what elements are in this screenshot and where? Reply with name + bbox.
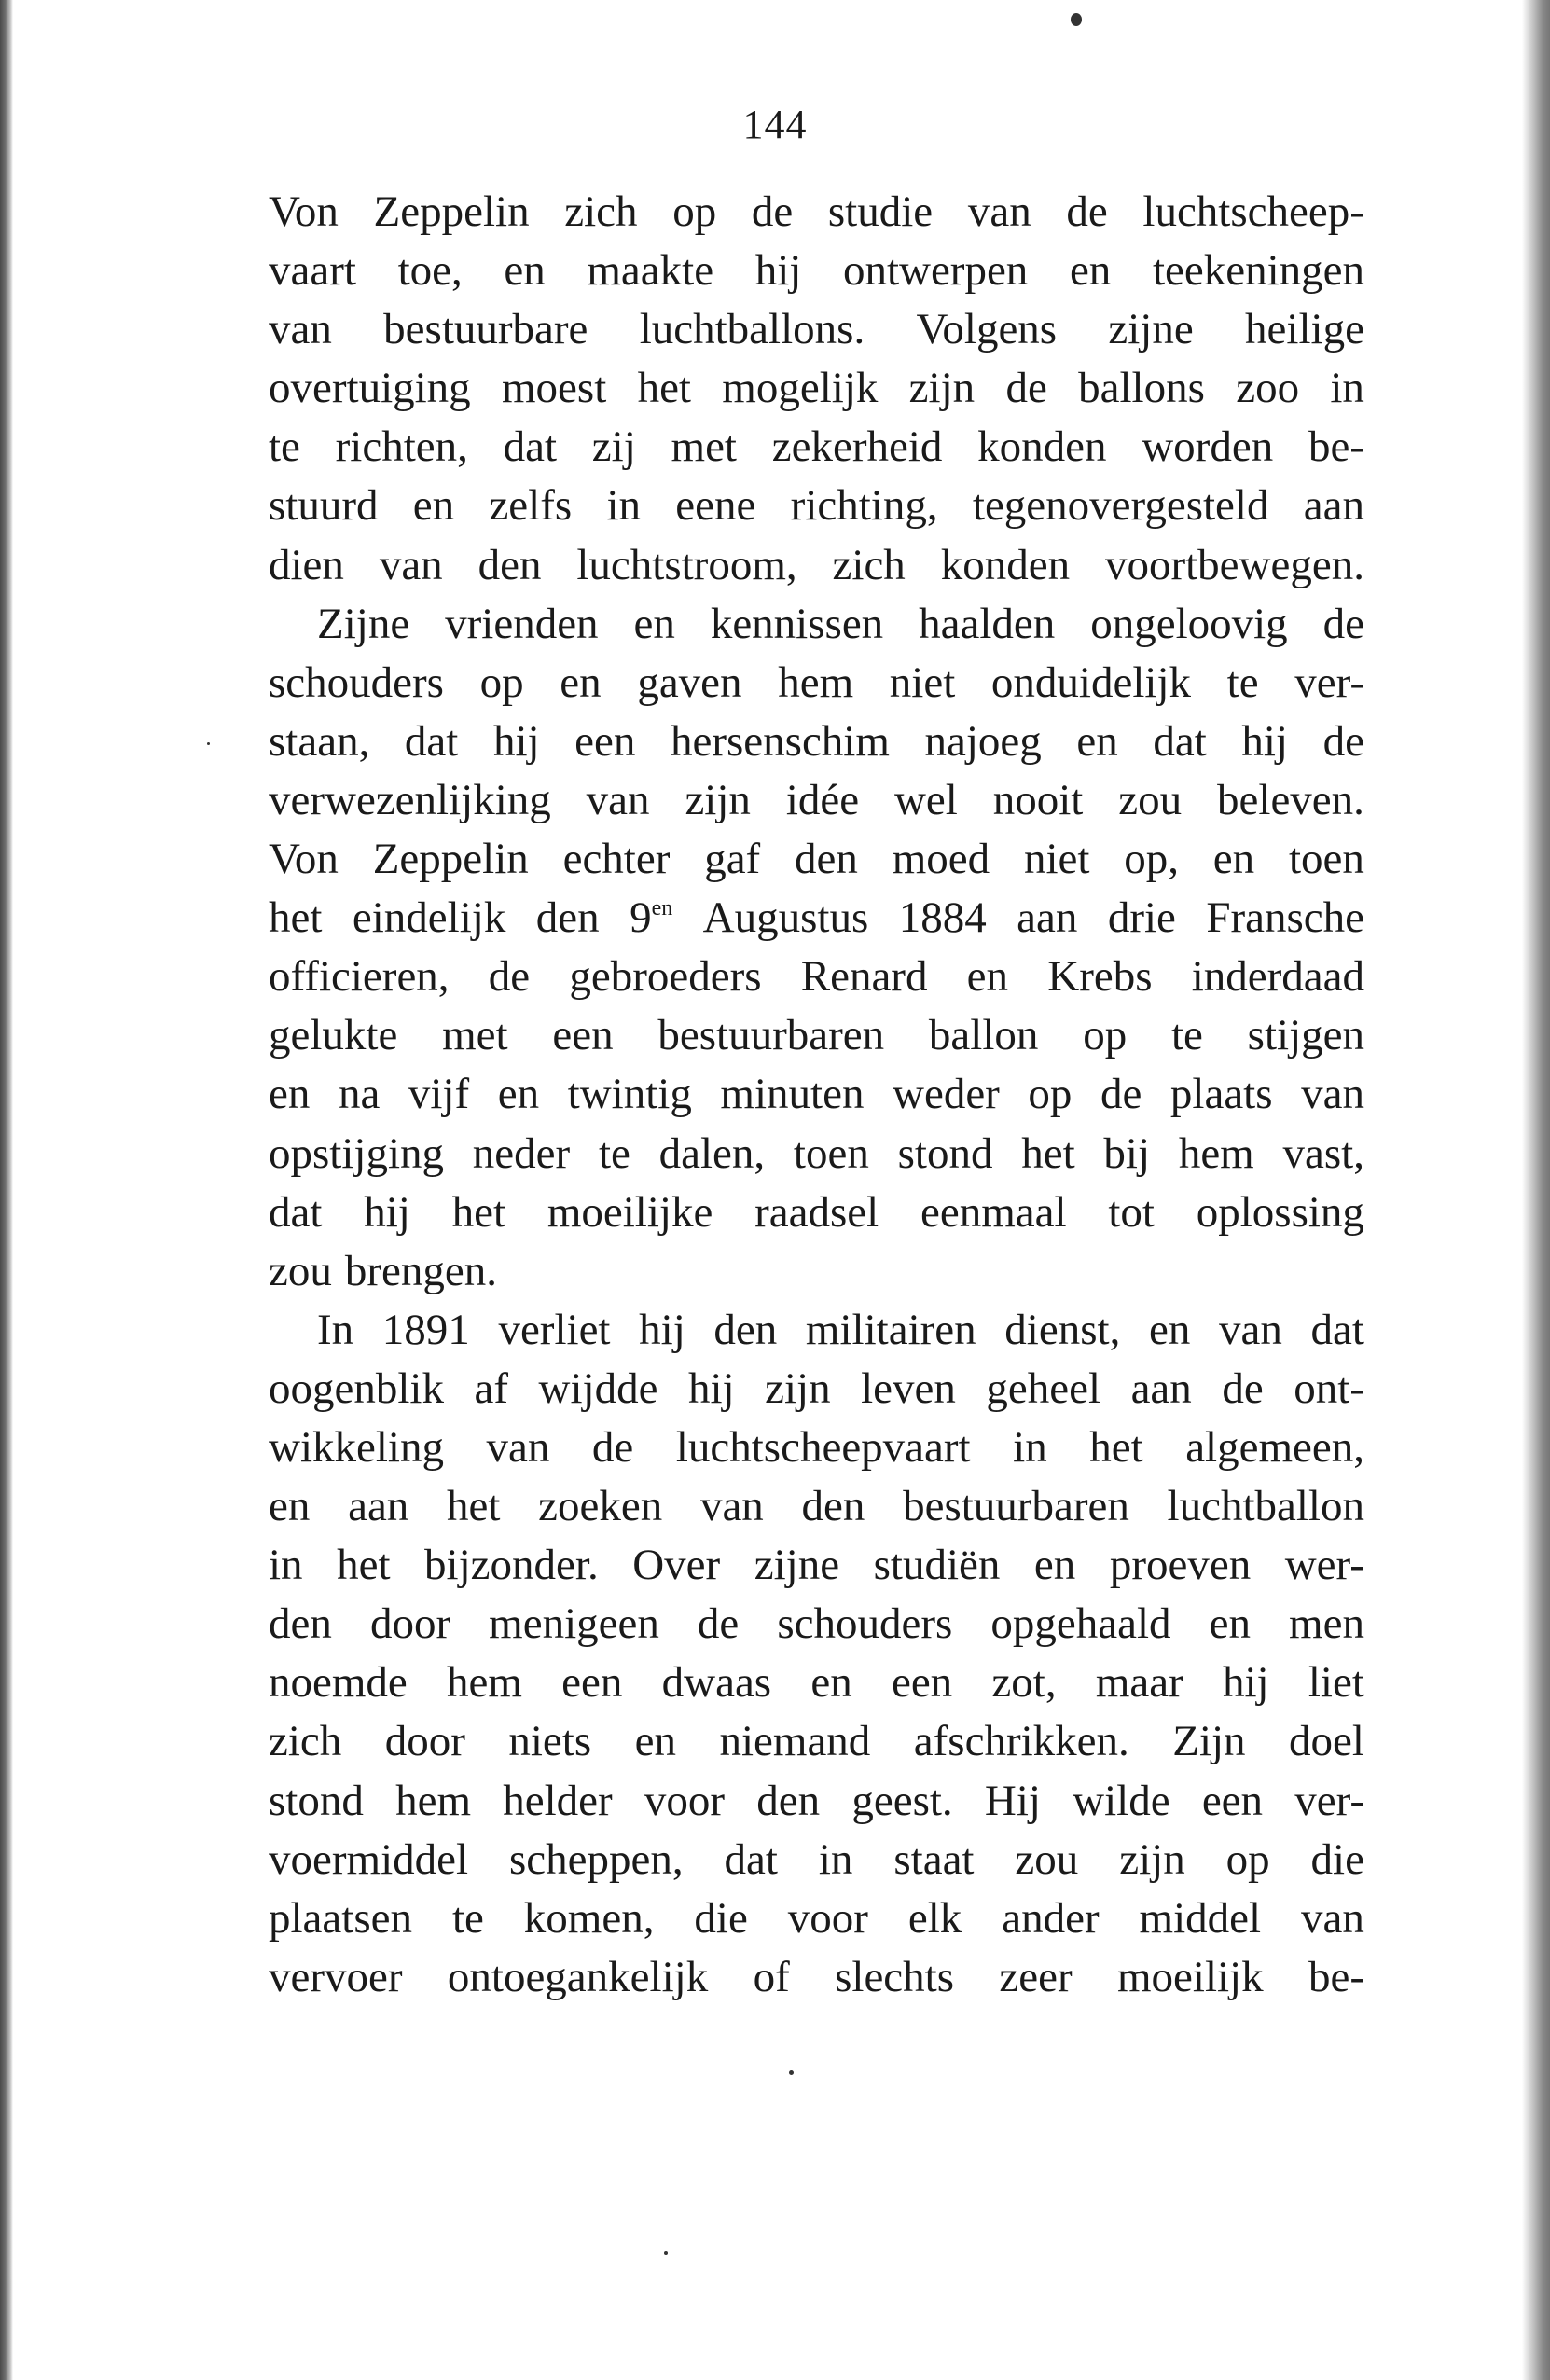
scan-edge-right <box>1522 0 1550 2380</box>
text-line: en aan het zoeken van den bestuurbaren luchtballon <box>269 1482 1364 1531</box>
text-line: gelukte met een bestuurbaren ballon op te stijgen <box>269 1011 1364 1060</box>
text-line: overtuiging moest het mogelijk zijn de ballons zoo in <box>269 364 1364 413</box>
text-line: in het bijzonder. Over zijne studiën en proeven wer- <box>269 1541 1364 1590</box>
text-line: dien van den luchtstroom, zich konden voortbewegen. <box>269 540 1364 589</box>
text-line: Von Zeppelin zich op de studie van de luchtscheep- <box>269 187 1364 236</box>
scan-speck <box>664 2251 668 2255</box>
text-line: stuurd en zelfs in eene richting, tegenovergesteld aan <box>269 481 1364 531</box>
scan-speck <box>1071 13 1082 26</box>
text-line: noemde hem een dwaas en een zot, maar hij liet <box>269 1658 1364 1708</box>
text-line: voermiddel scheppen, dat in staat zou zijn op die <box>269 1834 1364 1884</box>
scan-edge-left <box>0 0 13 2380</box>
text-line: opstijging neder te dalen, toen stond het bij hem vast, <box>269 1128 1364 1178</box>
text-line: verwezenlijking van zijn idée wel nooit zou beleven. <box>269 775 1364 824</box>
text-line: oogenblik af wijdde hij zijn leven geheel aan de ont- <box>269 1363 1364 1413</box>
text-line: plaatsen te komen, die voor elk ander middel van <box>269 1893 1364 1943</box>
text-line: schouders op en gaven hem niet onduidelijk te ver- <box>269 657 1364 707</box>
text-line: staan, dat hij een hersenschim najoeg en dat hij de <box>269 716 1364 766</box>
scan-speck <box>789 2070 794 2075</box>
text-line: vaart toe, en maakte hij ontwerpen en teekeningen <box>269 246 1364 296</box>
text-line: zou brengen. <box>269 1246 497 1295</box>
text-line: officieren, de gebroeders Renard en Krebs inderdaad <box>269 952 1364 1002</box>
text-line: Zijne vrienden en kennissen haalden ongeloovig de <box>317 599 1364 648</box>
text-line: dat hij het moeilijke raadsel eenmaal tot oplossing <box>269 1187 1364 1237</box>
text-line: In 1891 verliet hij den militairen dienst, en van dat <box>317 1305 1364 1354</box>
text-line: stond hem helder voor den geest. Hij wilde een ver- <box>269 1776 1364 1825</box>
text-line: zich door niets en niemand afschrikken. Zijn doel <box>269 1717 1364 1766</box>
page-number: 144 <box>742 102 808 147</box>
text-line: vervoer ontoegankelijk of slechts zeer moeilijk be- <box>269 1952 1364 2001</box>
text-line: wikkeling van de luchtscheepvaart in het algemeen, <box>269 1422 1364 1472</box>
body-text <box>269 183 1364 2007</box>
text-line: Von Zeppelin echter gaf den moed niet op, en toen <box>269 835 1364 884</box>
text-line: en na vijf en twintig minuten weder op de plaats van <box>269 1070 1364 1119</box>
scan-speck <box>207 742 210 745</box>
text-line: van bestuurbare luchtballons. Volgens zijne heilige <box>269 305 1364 354</box>
text-line: te richten, dat zij met zekerheid konden worden be- <box>269 422 1364 472</box>
text-line: den door menigeen de schouders opgehaald en men <box>269 1599 1364 1649</box>
text-line: het eindelijk den $9^{en}$ Augustus 1884 aan drie Fransche <box>269 893 1364 943</box>
